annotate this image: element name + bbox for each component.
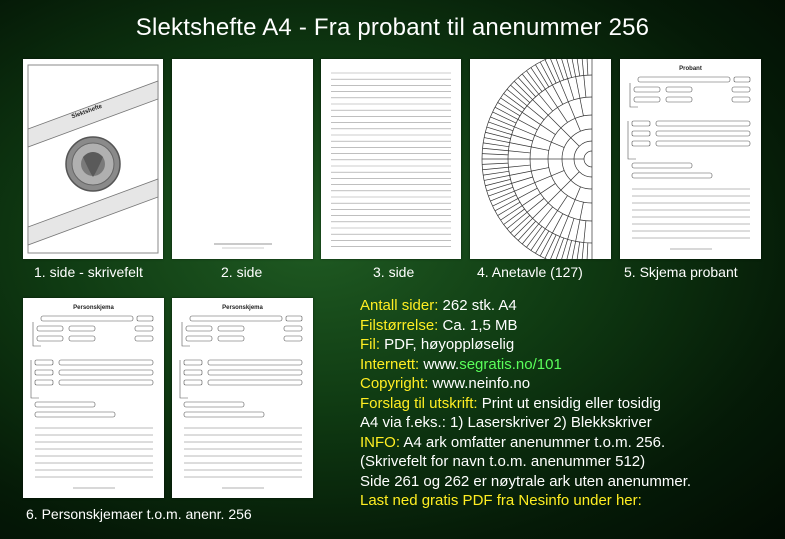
download-link[interactable]: Last ned gratis PDF fra Nesinfo under her: (360, 492, 642, 509)
caption-person-forms: 6. Personskjemaer t.o.m. anenr. 256 (26, 506, 252, 522)
internett-value: www. (419, 355, 460, 373)
info-label: INFO: (360, 433, 400, 451)
info-line-info (360, 433, 691, 453)
probant-form-illustration (620, 59, 761, 259)
thumbnail-cover[interactable] (23, 59, 163, 259)
forslag-value: Print ut ensidig eller tosidig (477, 394, 661, 412)
info-line-a4: A4 via f.eks.: 1) Laserskriver 2) Blekkskriver (360, 414, 652, 431)
person-form-a-title: Personskjema (73, 305, 114, 311)
thumbnail-page-3[interactable] (321, 59, 461, 259)
info-line-sider (360, 296, 691, 316)
thumbnail-person-form-a[interactable] (23, 298, 164, 498)
internett-link[interactable]: segratis.no/101 (459, 355, 562, 373)
copyright-value: www.neinfo.no (428, 375, 531, 392)
sider-value: 262 stk. A4 (438, 297, 517, 314)
internett-label: Internett: (360, 355, 420, 373)
filsize-label: Filstørrelse: (360, 316, 439, 334)
filtype-value: PDF, høyoppløselig (380, 336, 515, 353)
info-line-side: Side 261 og 262 er nøytrale ark uten anenummer. (360, 472, 692, 490)
person-form-b-illustration (172, 298, 313, 498)
caption-page-2: 2. side (221, 264, 263, 280)
thumbnail-page-2[interactable] (172, 59, 313, 259)
page-title: Slektshefte A4 - Fra probant til anenummer 256 (135, 14, 650, 41)
thumbnail-fan-chart[interactable] (470, 59, 611, 259)
info-line-internett (360, 355, 691, 375)
caption-probant-form: 5. Skjema probant (624, 264, 738, 280)
thumbnail-person-form-b[interactable] (172, 298, 313, 498)
probant-form-title: Probant (679, 66, 702, 72)
forslag-label: Forslag til utskrift: (360, 394, 478, 412)
copyright-label: Copyright: (360, 375, 429, 392)
filtype-label: Fil: (360, 336, 380, 353)
filsize-value: Ca. 1,5 MB (438, 316, 518, 334)
info-line-copyright (360, 374, 691, 394)
lined-page-illustration (321, 59, 461, 259)
person-form-a-illustration (23, 298, 164, 498)
info-value: A4 ark omfatter anenummer t.o.m. 256. (400, 433, 666, 451)
info-line-filtype (360, 335, 691, 355)
person-form-b-title: Personskjema (222, 305, 263, 311)
page-2-illustration (172, 59, 313, 259)
fan-chart-illustration (470, 59, 611, 259)
cover-label: Slektshefte (70, 103, 104, 121)
thumbnail-probant-form[interactable] (620, 59, 761, 259)
caption-page-3: 3. side (373, 264, 415, 280)
info-line-forslag (360, 394, 691, 414)
info-line-skrivefelt: (Skrivefelt for navn t.o.m. anenummer 512) (360, 453, 646, 470)
sider-label: Antall sider: (360, 297, 439, 314)
info-block (360, 296, 691, 511)
caption-fan-chart: 4. Anetavle (127) (477, 264, 583, 280)
info-line-filsize (360, 316, 691, 336)
cover-illustration (23, 59, 163, 259)
caption-cover: 1. side - skrivefelt (34, 264, 143, 280)
